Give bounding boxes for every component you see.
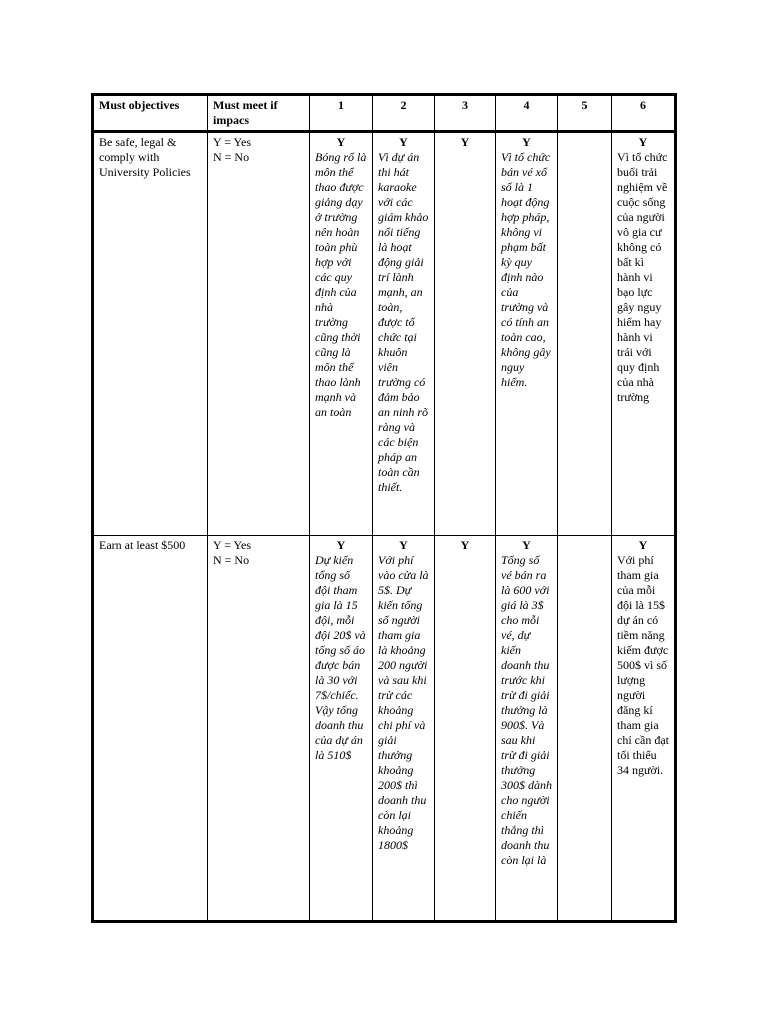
table-row bbox=[93, 536, 676, 922]
option-cell bbox=[373, 536, 435, 922]
option-note: Vì dự án thi hát karaoke với các giám khảo nổi tiếng là hoạt động giải trí lành mạnh, an toàn, được tổ chức tại khuôn viên trường có đảm bảo an ninh rõ ràng và các biện pháp an toàn cần thiết. bbox=[378, 150, 429, 494]
option-cell bbox=[496, 132, 558, 536]
legend-yes: Y = Yes bbox=[213, 538, 252, 552]
objective-cell: Be safe, legal & comply with University Policies bbox=[93, 132, 208, 536]
option-note: Vì tổ chức bán vé xổ số là 1 hoạt động hợp pháp, không vi phạm bất kỳ quy định nào của trường và có tính an toàn cao, không gây nguy hiểm. bbox=[501, 150, 551, 389]
option-cell bbox=[612, 132, 676, 536]
table-row bbox=[93, 132, 676, 536]
header-must-meet: Must meet if impacs bbox=[208, 95, 310, 132]
legend-cell bbox=[208, 536, 310, 922]
option-mark: Y bbox=[638, 538, 648, 552]
header-option-3: 3 bbox=[435, 95, 496, 132]
header-option-6: 6 bbox=[612, 95, 676, 132]
option-note: Bóng rổ là môn thể thao được giảng dạy ở trường nên hoàn toàn phù hợp với các quy định của nhà trường cũng thời cũng là môn thể thao lành mạnh và an toàn bbox=[315, 150, 367, 419]
option-mark: Y bbox=[460, 538, 470, 552]
option-note: Với phí vào cửa là 5$. Dự kiến tổng số người tham gia là khoảng 200 người và sau khi trừ các khoảng chi phí và giải thưởng khoảng 200$ thì doanh thu còn lại khoảng 1800$ bbox=[378, 553, 429, 852]
option-cell bbox=[310, 132, 373, 536]
legend-yes: Y = Yes bbox=[213, 135, 252, 149]
option-mark: Y bbox=[336, 135, 346, 149]
header-row bbox=[93, 95, 676, 132]
option-mark: Y bbox=[399, 538, 408, 552]
legend-no: N = No bbox=[213, 553, 250, 567]
option-mark: Y bbox=[336, 538, 346, 552]
option-cell bbox=[496, 536, 558, 922]
option-mark: Y bbox=[399, 135, 408, 149]
header-option-5: 5 bbox=[558, 95, 612, 132]
legend-cell bbox=[208, 132, 310, 536]
legend-no: N = No bbox=[213, 150, 250, 164]
option-mark: Y bbox=[638, 135, 648, 149]
header-option-2: 2 bbox=[373, 95, 435, 132]
option-cell bbox=[435, 132, 496, 536]
option-note: Dự kiến tổng số đội tham gia là 15 đội, mỗi đội 20$ và tổng số áo được bán là 30 với 7$/chiếc. Vậy tổng doanh thu của dự án là 510$ bbox=[315, 553, 366, 762]
option-mark: Y bbox=[522, 538, 531, 552]
header-must-objectives: Must objectives bbox=[93, 95, 208, 132]
must-objectives-table bbox=[91, 93, 677, 923]
option-mark: Y bbox=[522, 135, 531, 149]
option-cell bbox=[310, 536, 373, 922]
option-cell bbox=[558, 536, 612, 922]
option-note: Tổng số vé bán ra là 600 với giá là 3$ cho mỗi vé, dự kiến doanh thu trước khi trừ đi giải thưởng là 900$. Và sau khi trừ đi giải thưởng 300$ dành cho người chiến thắng thì doanh thu còn lại là bbox=[501, 553, 552, 867]
option-cell bbox=[558, 132, 612, 536]
option-note: Với phí tham gia của mỗi đội là 15$ dự án có tiềm năng kiếm được 500$ vì số lượng người đăng kí tham gia chỉ cần đạt tối thiểu 34 người. bbox=[617, 553, 669, 777]
objective-cell: Earn at least $500 bbox=[93, 536, 208, 922]
option-cell bbox=[612, 536, 676, 922]
option-mark: Y bbox=[460, 135, 470, 149]
option-cell bbox=[435, 536, 496, 922]
header-option-4: 4 bbox=[496, 95, 558, 132]
option-cell bbox=[373, 132, 435, 536]
option-note: Vì tổ chức buổi trải nghiệm về cuộc sống của người vô gia cư không có bất kì hành vi bạo lực gây nguy hiểm hay hành vi trái với quy định của nhà trường bbox=[617, 150, 668, 404]
header-option-1: 1 bbox=[310, 95, 373, 132]
